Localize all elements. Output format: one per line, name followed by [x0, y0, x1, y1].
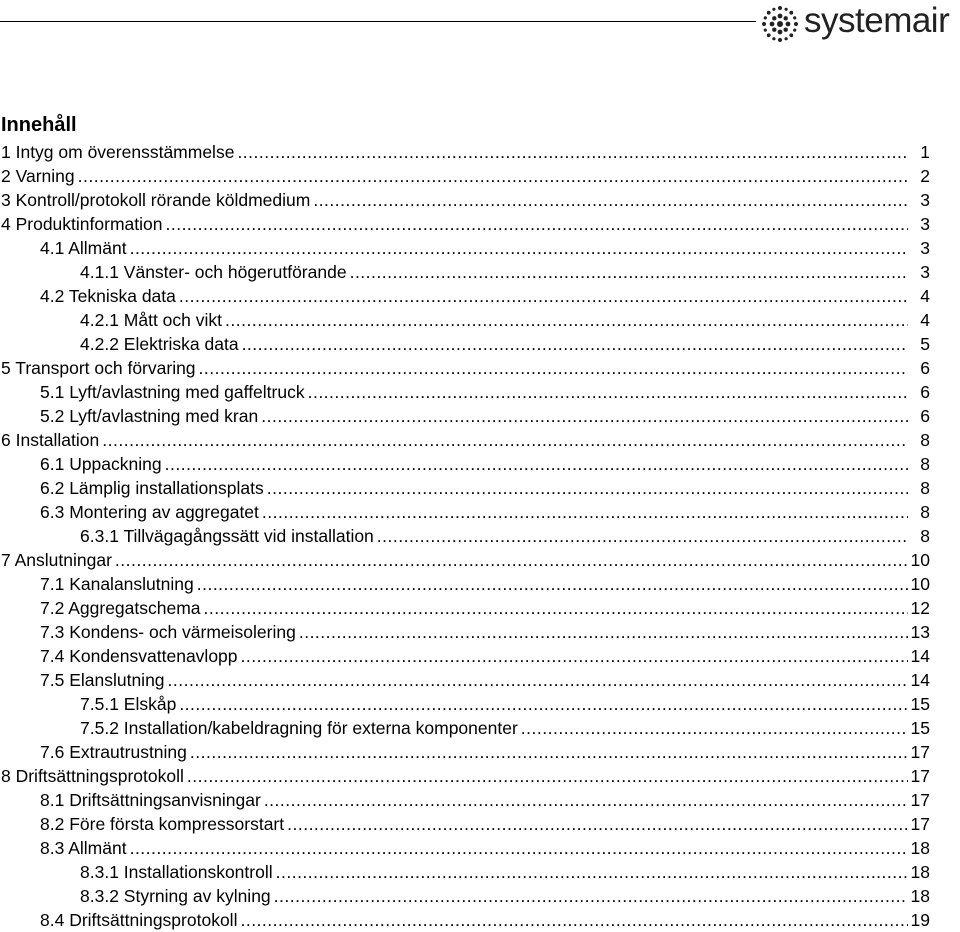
toc-entry-page: 17	[910, 742, 930, 762]
toc-entry[interactable]	[0, 380, 960, 404]
toc-entry-label: 3 Kontroll/protokoll rörande köldmedium	[1, 190, 311, 210]
toc-entry-page: 8	[920, 526, 930, 546]
toc-entry-page: 18	[910, 862, 930, 882]
toc-entry[interactable]	[0, 548, 960, 572]
toc-entry[interactable]	[0, 476, 960, 500]
toc-dot-leader	[237, 140, 908, 160]
toc-dot-leader	[78, 164, 908, 184]
toc-entry-label: 5.2 Lyft/avlastning med kran	[40, 406, 259, 426]
toc-entry-page: 17	[910, 814, 930, 834]
toc-entry-page: 15	[910, 694, 930, 714]
toc-entry-page: 6	[920, 382, 930, 402]
toc-entry-label: 4.2.2 Elektriska data	[80, 334, 239, 354]
toc-dot-leader	[262, 500, 908, 520]
toc-entry-page: 18	[910, 838, 930, 858]
toc-dot-leader	[267, 476, 908, 496]
toc-dot-leader	[521, 716, 908, 736]
page-header	[0, 0, 960, 60]
toc-entry-page: 8	[920, 454, 930, 474]
toc-entry[interactable]	[0, 452, 960, 476]
toc-entry[interactable]	[0, 428, 960, 452]
toc-entry[interactable]	[0, 284, 960, 308]
toc-entry-label: 5 Transport och förvaring	[1, 358, 196, 378]
toc-dot-leader	[225, 308, 908, 328]
toc-dot-leader	[165, 212, 908, 232]
toc-entry[interactable]	[0, 140, 960, 164]
toc-dot-leader	[287, 812, 908, 832]
toc-entry-page: 14	[910, 646, 930, 666]
toc-entry-label: 6 Installation	[1, 430, 100, 450]
toc-entry-label: 7.6 Extrautrustning	[40, 742, 187, 762]
toc-entry-label: 7.1 Kanalanslutning	[40, 574, 194, 594]
toc-dot-leader	[276, 860, 908, 880]
toc-dot-leader	[242, 332, 908, 352]
table-of-contents	[0, 140, 960, 932]
toc-entry[interactable]	[0, 908, 960, 932]
toc-entry-label: 7 Anslutningar	[1, 550, 112, 570]
toc-entry[interactable]	[0, 860, 960, 884]
toc-entry-label: 8 Driftsättningsprotokoll	[1, 766, 184, 786]
toc-entry-label: 8.2 Före första kompressorstart	[40, 814, 285, 834]
toc-entry-page: 3	[920, 262, 930, 282]
toc-entry-label: 6.2 Lämplig installationsplats	[40, 478, 264, 498]
toc-dot-leader	[240, 908, 908, 928]
toc-entry-label: 5.1 Lyft/avlastning med gaffeltruck	[40, 382, 305, 402]
toc-entry[interactable]	[0, 884, 960, 908]
toc-dot-leader	[179, 284, 908, 304]
toc-entry-page: 19	[910, 910, 930, 930]
toc-entry[interactable]	[0, 620, 960, 644]
toc-entry-page: 8	[920, 478, 930, 498]
toc-entry-page: 17	[910, 790, 930, 810]
toc-entry-label: 4.2 Tekniska data	[40, 286, 176, 306]
toc-dot-leader	[264, 788, 908, 808]
toc-entry-label: 4.1.1 Vänster- och högerutförande	[80, 262, 347, 282]
toc-entry-label: 8.3.1 Installationskontroll	[80, 862, 273, 882]
toc-entry[interactable]	[0, 836, 960, 860]
toc-dot-leader	[261, 404, 908, 424]
toc-dot-leader	[102, 428, 908, 448]
systemair-logo	[760, 0, 960, 44]
toc-dot-leader	[377, 524, 908, 544]
toc-dot-leader	[165, 452, 908, 472]
toc-entry[interactable]	[0, 404, 960, 428]
toc-entry-label: 6.3.1 Tillvägagångssätt vid installation	[80, 526, 374, 546]
toc-entry-label: 6.1 Uppackning	[40, 454, 162, 474]
toc-entry-label: 1 Intyg om överensstämmelse	[1, 142, 235, 162]
toc-dot-leader	[350, 260, 908, 280]
toc-dot-leader	[299, 620, 908, 640]
toc-entry-page: 3	[920, 238, 930, 258]
toc-dot-leader	[130, 236, 908, 256]
toc-entry[interactable]	[0, 692, 960, 716]
toc-entry[interactable]	[0, 500, 960, 524]
toc-entry-page: 17	[910, 766, 930, 786]
toc-entry[interactable]	[0, 668, 960, 692]
toc-entry[interactable]	[0, 644, 960, 668]
toc-entry-page: 18	[910, 886, 930, 906]
toc-entry[interactable]	[0, 740, 960, 764]
toc-dot-leader	[274, 884, 908, 904]
toc-entry-label: 4 Produktinformation	[1, 214, 163, 234]
toc-entry-page: 13	[910, 622, 930, 642]
toc-entry-label: 8.3 Allmänt	[40, 838, 127, 858]
toc-entry-label: 4.1 Allmänt	[40, 238, 127, 258]
toc-entry[interactable]	[0, 332, 960, 356]
toc-entry[interactable]	[0, 596, 960, 620]
toc-dot-leader	[115, 548, 908, 568]
toc-entry-page: 8	[920, 502, 930, 522]
toc-entry[interactable]	[0, 212, 960, 236]
toc-title: Innehåll	[1, 114, 77, 136]
toc-entry[interactable]	[0, 260, 960, 284]
toc-entry[interactable]	[0, 164, 960, 188]
toc-entry-label: 4.2.1 Mått och vikt	[80, 310, 223, 330]
toc-entry-page: 12	[910, 598, 930, 618]
toc-entry-label: 7.3 Kondens- och värmeisolering	[40, 622, 296, 642]
toc-entry[interactable]	[0, 188, 960, 212]
toc-dot-leader	[199, 356, 908, 376]
toc-entry-label: 7.2 Aggregatschema	[40, 598, 201, 618]
toc-entry-label: 7.5.1 Elskåp	[80, 694, 177, 714]
toc-entry-page: 5	[920, 334, 930, 354]
toc-entry-page: 3	[920, 190, 930, 210]
toc-entry-page: 6	[920, 406, 930, 426]
toc-entry[interactable]	[0, 788, 960, 812]
brand-name: systemair	[804, 1, 950, 40]
toc-entry-page: 1	[920, 142, 930, 162]
toc-entry-label: 8.4 Driftsättningsprotokoll	[40, 910, 238, 930]
toc-entry[interactable]	[0, 764, 960, 788]
toc-entry-page: 4	[920, 310, 930, 330]
toc-dot-leader	[241, 644, 908, 664]
toc-entry[interactable]	[0, 356, 960, 380]
toc-dot-leader	[130, 836, 908, 856]
header-rule	[0, 21, 756, 22]
toc-entry[interactable]	[0, 716, 960, 740]
systemair-logo-icon	[760, 4, 800, 44]
toc-entry-page: 3	[920, 214, 930, 234]
toc-entry[interactable]	[0, 812, 960, 836]
toc-entry[interactable]	[0, 524, 960, 548]
toc-dot-leader	[179, 692, 908, 712]
toc-entry-label: 2 Varning	[1, 166, 75, 186]
toc-entry[interactable]	[0, 308, 960, 332]
toc-dot-leader	[197, 572, 908, 592]
toc-entry-page: 10	[910, 574, 930, 594]
toc-entry-label: 8.3.2 Styrning av kylning	[80, 886, 271, 906]
toc-entry-page: 6	[920, 358, 930, 378]
toc-dot-leader	[313, 188, 908, 208]
toc-dot-leader	[190, 740, 908, 760]
toc-entry-label: 8.1 Driftsättningsanvisningar	[40, 790, 261, 810]
toc-entry-label: 7.4 Kondensvattenavlopp	[40, 646, 238, 666]
toc-entry-page: 8	[920, 430, 930, 450]
toc-entry[interactable]	[0, 572, 960, 596]
toc-dot-leader	[308, 380, 908, 400]
toc-dot-leader	[187, 764, 908, 784]
toc-entry-page: 15	[910, 718, 930, 738]
toc-entry-page: 4	[920, 286, 930, 306]
toc-entry-page: 2	[920, 166, 930, 186]
toc-entry-page: 10	[910, 550, 930, 570]
toc-entry-page: 14	[910, 670, 930, 690]
toc-entry[interactable]	[0, 236, 960, 260]
toc-dot-leader	[168, 668, 908, 688]
toc-entry-label: 7.5 Elanslutning	[40, 670, 165, 690]
toc-entry-label: 7.5.2 Installation/kabeldragning för externa komponenter	[80, 718, 518, 738]
toc-dot-leader	[204, 596, 908, 616]
toc-entry-label: 6.3 Montering av aggregatet	[40, 502, 259, 522]
